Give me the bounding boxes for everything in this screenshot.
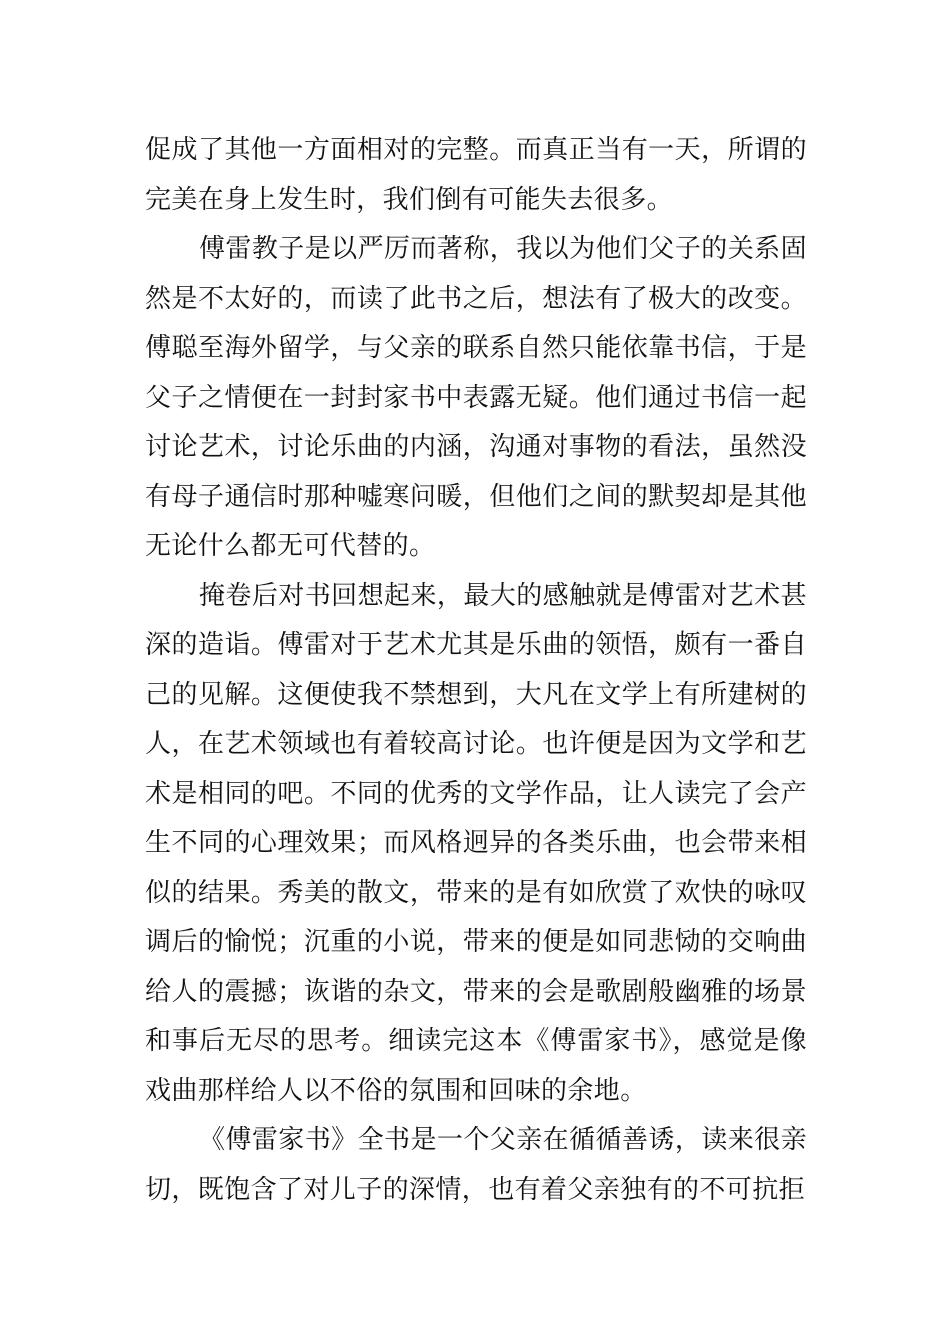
paragraph-father-son: 傅雷教子是以严厉而著称，我以为他们父子的关系固然是不太好的，而读了此书之后，想法有了极大的改变。傅聪至海外留学，与父亲的联系自然只能依靠书信，于是父子之情便在一封封家书中表露无疑。他们通过书信一起讨论艺术，讨论乐曲的内涵，沟通对事物的看法，虽然没有母子通信时那种嘘寒问暖，但他们之间的默契却是其他无论什么都无可代替的。 [145, 234, 807, 561]
document-body [145, 126, 807, 1215]
paragraph-art-reflection: 掩卷后对书回想起来，最大的感触就是傅雷对艺术甚深的造诣。傅雷对于艺术尤其是乐曲的领悟，颇有一番自己的见解。这便使我不禁想到，大凡在文学上有所建树的人，在艺术领域也有着较高讨论。也许便是因为文学和艺术是相同的吧。不同的优秀的文学作品，让人读完了会产生不同的心理效果；而风格迥异的各类乐曲，也会带来相似的结果。秀美的散文，带来的是有如欣赏了欢快的咏叹调后的愉悦；沉重的小说，带来的便是如同悲恸的交响曲给人的震撼；诙谐的杂文，带来的会是歌剧般幽雅的场景和事后无尽的思考。细读完这本《傅雷家书》，感觉是像戏曲那样给人以不俗的氛围和回味的余地。 [145, 580, 807, 1106]
paragraph-continuation: 促成了其他一方面相对的完整。而真正当有一天，所谓的完美在身上发生时，我们倒有可能失去很多。 [145, 135, 807, 215]
paragraph-book-summary: 《傅雷家书》全书是一个父亲在循循善诱，读来很亲切，既饱含了对儿子的深情，也有着父亲独有的不可抗拒 [145, 1125, 807, 1205]
